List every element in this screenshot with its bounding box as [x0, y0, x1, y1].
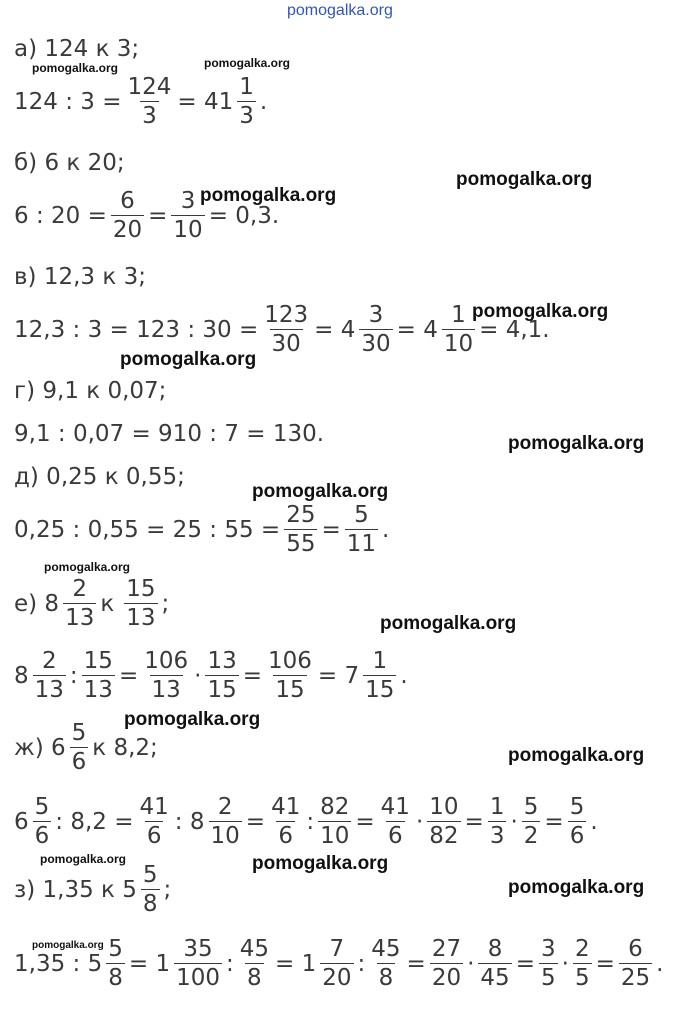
fraction	[141, 864, 160, 916]
denominator: 20	[322, 965, 352, 991]
denominator: 6	[278, 823, 294, 849]
fraction	[539, 938, 558, 990]
fraction	[379, 796, 412, 848]
denominator: 30	[361, 331, 391, 357]
fraction	[522, 796, 541, 848]
watermark: pomogalka.org	[44, 560, 131, 574]
numerator: 15	[83, 648, 113, 674]
numerator: 3	[540, 936, 556, 962]
watermark: pomogalka.org	[380, 613, 517, 634]
numerator: 3	[180, 188, 196, 214]
fraction	[205, 650, 238, 702]
numerator: 124	[127, 74, 172, 100]
denominator: 6	[569, 823, 585, 849]
task-d-label: д) 0,25 к 0,55;	[14, 464, 185, 490]
fraction	[573, 938, 592, 990]
numerator: 123	[264, 302, 309, 328]
numerator: 106	[144, 648, 189, 674]
fraction	[126, 76, 174, 128]
denominator: 20	[431, 965, 462, 991]
numerator: 25	[286, 502, 316, 528]
fraction	[33, 650, 66, 702]
fraction	[284, 504, 317, 556]
fraction	[142, 650, 190, 702]
task-g-label: г) 9,1 к 0,07;	[14, 378, 167, 404]
fraction	[345, 504, 378, 556]
denominator: 100	[176, 965, 220, 991]
task-b-label: б) 6 к 20;	[14, 150, 125, 176]
denominator: 3	[142, 103, 157, 129]
numerator: 82	[320, 794, 350, 820]
fraction	[568, 796, 587, 848]
watermark: pomogalka.org	[32, 940, 104, 951]
fraction	[318, 796, 351, 848]
fraction	[363, 650, 396, 702]
numerator: 5	[71, 720, 87, 746]
fraction	[237, 76, 256, 128]
watermark: pomogalka.org	[204, 56, 291, 70]
site-header-link[interactable]: pomogalka.org	[287, 2, 393, 19]
watermark: pomogalka.org	[252, 481, 389, 502]
denominator: 13	[126, 605, 156, 631]
numerator: 6	[120, 188, 135, 214]
denominator: 25	[620, 965, 651, 991]
denominator: 8	[142, 891, 158, 917]
denominator: 6	[34, 823, 50, 849]
fraction	[209, 796, 242, 848]
numerator: 6	[628, 936, 643, 962]
denominator: 82	[429, 823, 459, 849]
numerator: 41	[271, 794, 301, 820]
watermark: pomogalka.org	[120, 349, 257, 370]
denominator: 6	[146, 823, 162, 849]
fraction	[106, 938, 125, 990]
numerator: 106	[268, 648, 312, 674]
fraction	[238, 938, 271, 990]
task-zh-label: ж) 6 $\frac{5}{6}$ к 8,2;	[14, 720, 158, 775]
denominator: 13	[65, 605, 95, 631]
task-d-solution: 0,25 : 0,55 = 25 : 55 = $\frac{25}{55}$ = $\frac{5}{11}$ .	[14, 502, 390, 557]
task-e-label: е) 8 $\frac{2}{13}$ к $\frac{15}{13}$ ;	[14, 576, 170, 631]
fraction	[174, 938, 222, 990]
denominator: 15	[207, 677, 237, 703]
denominator: 20	[112, 217, 143, 243]
numerator: 8	[487, 936, 503, 962]
numerator: 3	[368, 302, 384, 328]
numerator: 10	[429, 794, 459, 820]
task-v-solution: 12,3 : 3 = 123 : 30 = $\frac{123}{30}$ = 4 $\frac{3}{30}$ = 4 $\frac{1}{10}$ = 4,1.	[14, 302, 550, 357]
task-b-solution: 6 : 20 = $\frac{6}{20}$ = $\frac{3}{10}$ = 0,3.	[14, 188, 280, 243]
task-g-solution: 9,1 : 0,07 = 910 : 7 = 130.	[14, 421, 325, 447]
denominator: 13	[151, 677, 181, 703]
watermark: pomogalka.org	[472, 301, 609, 322]
watermark: pomogalka.org	[252, 853, 389, 874]
denominator: 55	[286, 531, 316, 557]
denominator: 15	[365, 677, 395, 703]
denominator: 10	[210, 823, 240, 849]
watermark: pomogalka.org	[32, 61, 119, 75]
numerator: 5	[34, 794, 50, 820]
numerator: 45	[371, 936, 401, 962]
denominator: 8	[108, 965, 123, 991]
numerator: 5	[569, 794, 585, 820]
fraction	[138, 796, 171, 848]
denominator: 13	[83, 677, 113, 703]
task-zh-solution: 6 $\frac{5}{6}$ : 8,2 = $\frac{41}{6}$ : 8 $\frac{2}{10}$ = $\frac{41}{6}$ : $\frac{82}{10}$ = $\frac{41}{6}$ · $\frac{10}{82}$ = $\frac{1}{3}$ · $\frac{5}{2}$ = $\frac{5}{6}$ .	[14, 794, 598, 849]
watermark: pomogalka.org	[124, 709, 261, 730]
denominator: 6	[387, 823, 403, 849]
denominator: 15	[275, 677, 305, 703]
numerator: 2	[217, 794, 233, 820]
numerator: 1	[372, 648, 388, 674]
fraction	[33, 796, 52, 848]
numerator: 5	[142, 862, 158, 888]
numerator: 5	[354, 502, 369, 528]
numerator: 41	[380, 794, 410, 820]
task-e-solution: 8 $\frac{2}{13}$ : $\frac{15}{13}$ = $\frac{106}{13}$ · $\frac{13}{15}$ = $\frac{106}{15}$ = 7 $\frac{1}{15}$ .	[14, 648, 408, 703]
fraction	[427, 796, 460, 848]
numerator: 15	[126, 576, 156, 602]
denominator: 13	[34, 677, 64, 703]
numerator: 2	[72, 576, 88, 602]
denominator: 5	[540, 965, 556, 991]
numerator: 45	[239, 936, 270, 962]
denominator: 30	[271, 331, 301, 357]
denominator: 3	[489, 823, 505, 849]
watermark: pomogalka.org	[508, 433, 645, 454]
denominator: 8	[378, 965, 394, 991]
fraction	[359, 304, 392, 356]
numerator: 41	[139, 794, 169, 820]
denominator: 10	[320, 823, 350, 849]
watermark: pomogalka.org	[40, 852, 127, 866]
denominator: 3	[239, 103, 254, 129]
denominator: 10	[443, 331, 474, 357]
fraction	[478, 938, 511, 990]
numerator: 35	[183, 936, 213, 962]
fraction	[320, 938, 353, 990]
fraction	[266, 650, 314, 702]
watermark: pomogalka.org	[200, 185, 337, 206]
watermark: pomogalka.org	[456, 169, 593, 190]
numerator: 13	[207, 648, 237, 674]
denominator: 10	[173, 217, 203, 243]
numerator: 1	[239, 74, 254, 100]
denominator: 8	[247, 965, 262, 991]
denominator: 6	[71, 749, 87, 775]
fraction	[619, 938, 652, 990]
numerator: 5	[108, 936, 123, 962]
task-v-label: в) 12,3 к 3;	[14, 264, 146, 290]
fraction	[430, 938, 463, 990]
numerator: 1	[451, 302, 466, 328]
fraction	[124, 578, 157, 630]
fraction	[442, 304, 475, 356]
numerator: 5	[523, 794, 539, 820]
task-z-label: з) 1,35 к 5 $\frac{5}{8}$ ;	[14, 862, 172, 917]
fraction	[82, 650, 115, 702]
denominator: 2	[523, 823, 539, 849]
denominator: 11	[346, 531, 377, 557]
task-a-solution: 124 : 3 = $\frac{124}{3}$ = 41 $\frac{1}{3}$ .	[14, 74, 268, 129]
fraction	[111, 190, 144, 242]
numerator: 7	[329, 936, 345, 962]
fraction	[488, 796, 507, 848]
denominator: 45	[480, 965, 510, 991]
task-z-solution: 1,35 : 5 $\frac{5}{8}$ = 1 $\frac{35}{100}$ : $\frac{45}{8}$ = 1 $\frac{7}{20}$ : $\frac{45}{8}$ = $\frac{27}{20}$ · $\frac{8}{45}$ = $\frac{3}{5}$ · $\frac{2}{5}$ = $\frac{6}{25}$ .	[14, 936, 664, 991]
numerator: 1	[489, 794, 505, 820]
fraction	[63, 578, 96, 630]
numerator: 2	[574, 936, 590, 962]
fraction	[262, 304, 310, 356]
watermark: pomogalka.org	[508, 745, 645, 766]
fraction	[369, 938, 402, 990]
fraction	[269, 796, 302, 848]
task-a-label: а) 124 к 3;	[14, 36, 140, 62]
numerator: 27	[431, 936, 462, 962]
watermark: pomogalka.org	[508, 877, 645, 898]
fraction	[70, 722, 89, 774]
denominator: 5	[574, 965, 590, 991]
numerator: 2	[41, 648, 57, 674]
